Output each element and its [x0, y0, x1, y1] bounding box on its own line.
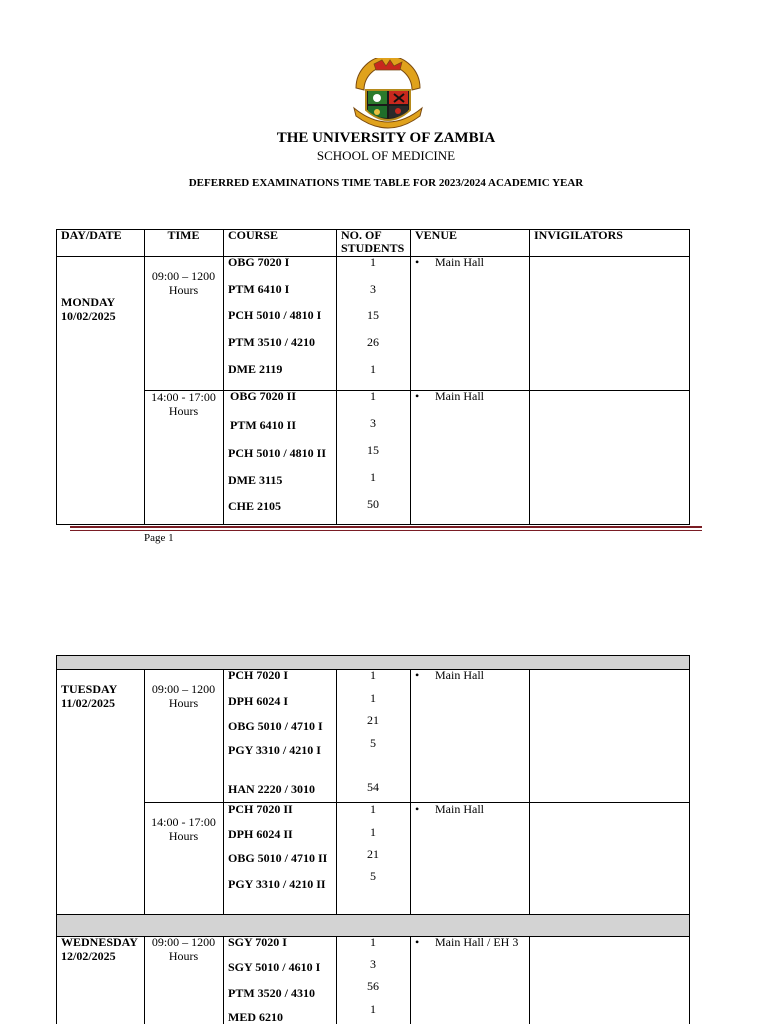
time-slot-unit: Hours	[168, 949, 199, 963]
university-crest-logo	[350, 58, 426, 132]
time-slot: 09:00 – 1200	[151, 935, 216, 949]
student-count: 1	[370, 470, 376, 484]
course-code: PGY 3310 / 4210 II	[228, 877, 326, 891]
student-count: 54	[367, 780, 379, 794]
day-label: WEDNESDAY	[61, 935, 138, 949]
student-count: 3	[370, 416, 376, 430]
student-count: 1	[370, 389, 376, 403]
col-header-venue: VENUE	[415, 228, 458, 242]
venue-text: Main Hall	[435, 802, 484, 816]
student-count: 1	[370, 362, 376, 376]
course-code: OBG 5010 / 4710 I	[228, 719, 323, 733]
footer-rule	[70, 526, 702, 528]
bullet-icon: •	[415, 802, 420, 816]
venue	[415, 389, 484, 404]
document-title: DEFERRED EXAMINATIONS TIME TABLE FOR 2023/2024 ACADEMIC YEAR	[188, 177, 584, 189]
student-count: 50	[367, 497, 379, 511]
student-count: 5	[370, 736, 376, 750]
student-count: 1	[370, 802, 376, 816]
gray-band	[56, 914, 690, 936]
venue-text: Main Hall / EH 3	[435, 935, 519, 949]
student-count: 1	[370, 825, 376, 839]
student-count: 3	[370, 282, 376, 296]
page-number: Page 1	[144, 532, 174, 544]
time-slot-unit: Hours	[168, 696, 199, 710]
col-header-day: DAY/DATE	[61, 228, 122, 242]
day-label: TUESDAY	[61, 682, 118, 696]
course-code: DPH 6024 II	[228, 827, 293, 841]
student-count: 1	[370, 691, 376, 705]
gray-band	[56, 655, 690, 669]
time-slot: 14:00 - 17:00	[151, 815, 216, 829]
date-label: 10/02/2025	[61, 309, 116, 323]
university-name: THE UNIVERSITY OF ZAMBIA	[276, 130, 496, 146]
course-code: OBG 5010 / 4710 II	[228, 851, 328, 865]
course-code: MED 6210	[228, 1010, 283, 1024]
col-header-course: COURSE	[228, 228, 279, 242]
course-code: PTM 6410 I	[228, 282, 290, 296]
student-count: 56	[367, 979, 379, 993]
time-slot-unit: Hours	[168, 829, 199, 843]
course-code: OBG 7020 I	[228, 255, 290, 269]
course-code: DPH 6024 I	[228, 694, 288, 708]
bullet-icon: •	[415, 935, 420, 949]
student-count: 26	[367, 335, 379, 349]
course-code: SGY 7020 I	[228, 935, 287, 949]
bullet-icon: •	[415, 255, 420, 269]
course-code: PGY 3310 / 4210 I	[228, 743, 321, 757]
venue	[415, 668, 484, 683]
venue-text: Main Hall	[435, 668, 484, 682]
venue	[415, 935, 518, 950]
footer-rule-thin	[70, 530, 702, 531]
student-count: 1	[370, 1002, 376, 1016]
course-code: DME 3115	[228, 473, 283, 487]
time-slot: 09:00 – 1200	[151, 269, 216, 283]
col-header-students: NO. OF STUDENTS	[341, 228, 405, 255]
bullet-icon: •	[415, 389, 420, 403]
course-code: SGY 5010 / 4610 I	[228, 960, 321, 974]
venue	[415, 255, 484, 270]
student-count: 15	[367, 308, 379, 322]
course-code: PCH 5010 / 4810 II	[228, 446, 327, 460]
venue	[415, 802, 484, 817]
course-code: PTM 6410 II	[230, 418, 296, 432]
course-code: PCH 5010 / 4810 I	[228, 308, 322, 322]
venue-text: Main Hall	[435, 389, 484, 403]
course-code: PTM 3510 / 4210	[228, 335, 315, 349]
time-slot-unit: Hours	[168, 283, 199, 297]
student-count: 15	[367, 443, 379, 457]
col-header-invigilators: INVIGILATORS	[534, 228, 623, 242]
student-count: 1	[370, 255, 376, 269]
student-count: 5	[370, 869, 376, 883]
course-code: PCH 7020 I	[228, 668, 288, 682]
course-code: CHE 2105	[228, 499, 282, 513]
course-code: OBG 7020 II	[230, 389, 297, 403]
school-name: SCHOOL OF MEDICINE	[316, 148, 456, 163]
col-header-time: TIME	[167, 228, 200, 242]
course-code: PCH 7020 II	[228, 802, 293, 816]
venue-text: Main Hall	[435, 255, 484, 269]
student-count: 3	[370, 957, 376, 971]
time-slot: 14:00 - 17:00	[151, 390, 216, 404]
student-count: 1	[370, 935, 376, 949]
date-label: 12/02/2025	[61, 949, 116, 963]
student-count: 1	[370, 668, 376, 682]
course-code: HAN 2220 / 3010	[228, 782, 315, 796]
student-count: 21	[367, 713, 379, 727]
day-label: MONDAY	[61, 295, 116, 309]
course-code: DME 2119	[228, 362, 283, 376]
time-slot-unit: Hours	[168, 404, 199, 418]
course-code: PTM 3520 / 4310	[228, 986, 315, 1000]
time-slot: 09:00 – 1200	[151, 682, 216, 696]
bullet-icon: •	[415, 668, 420, 682]
student-count: 21	[367, 847, 379, 861]
date-label: 11/02/2025	[61, 696, 116, 710]
